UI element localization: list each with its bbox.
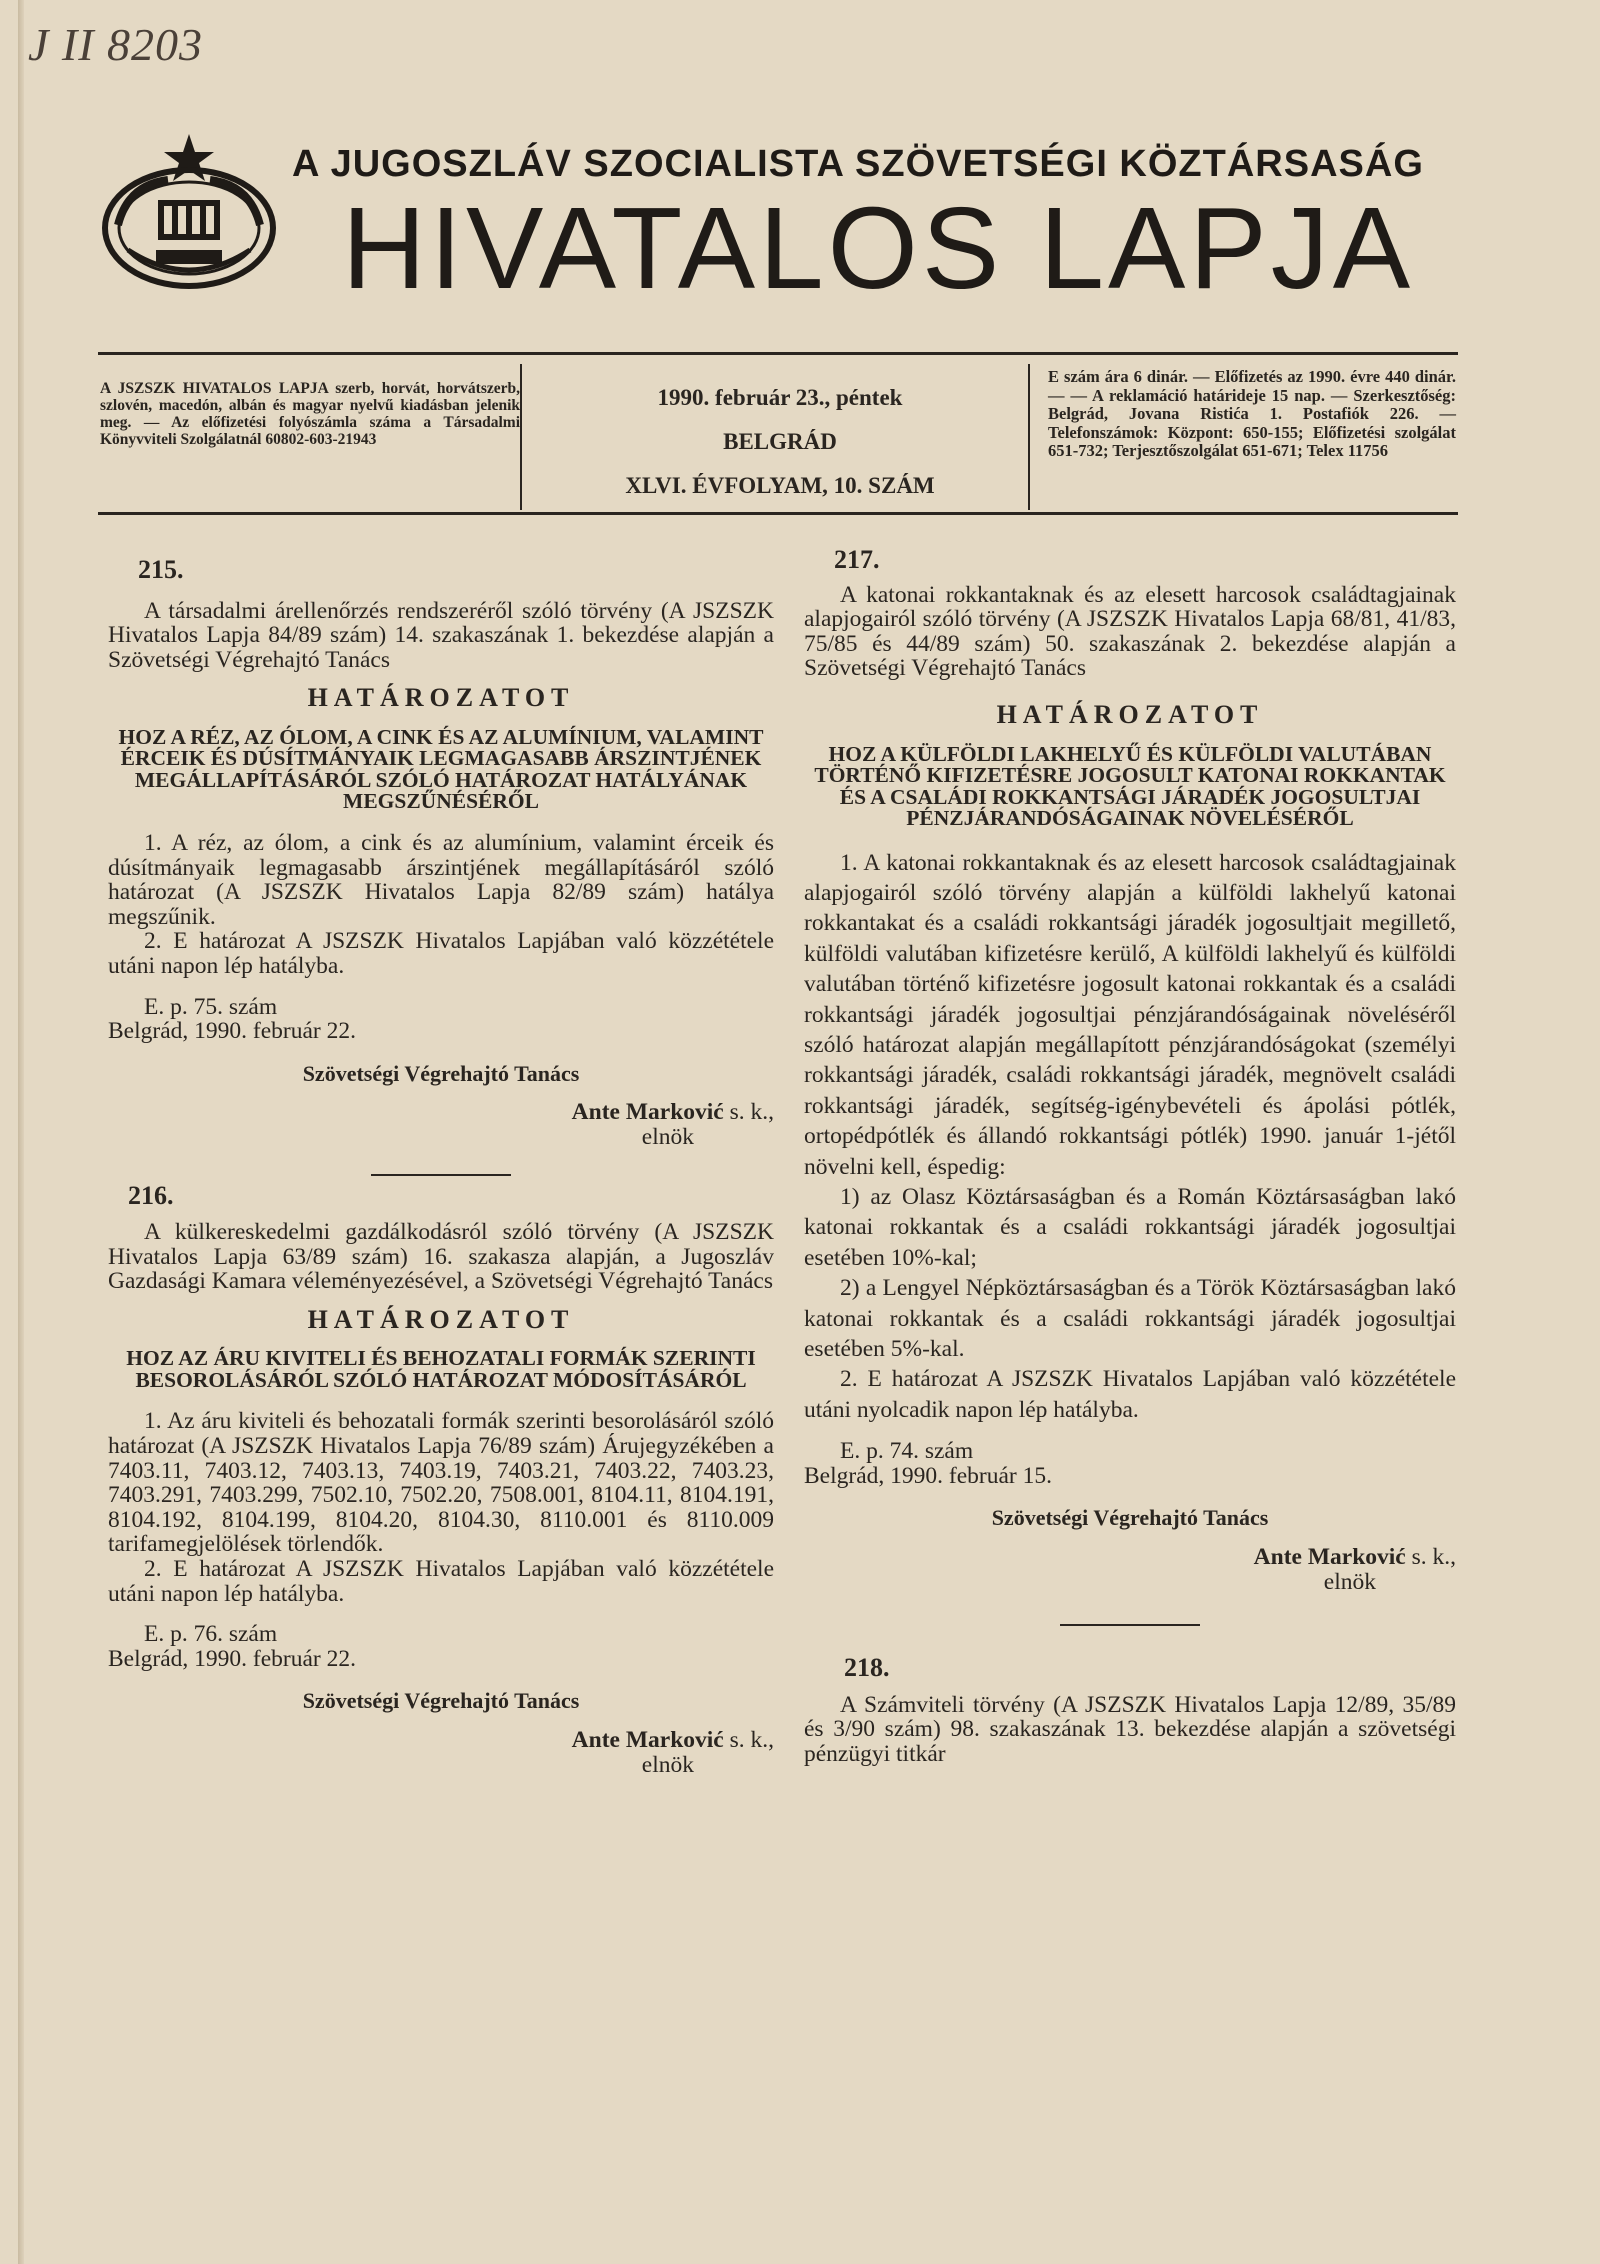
masthead-title: HIVATALOS LAPJA [342, 183, 1415, 313]
signer-suffix: s. k., [1411, 1544, 1456, 1571]
article-paragraph: 1. A réz, az ólom, a cink és az alumínium, valamint érceik és dúsítmányaik legmagasabb árszintjének megállapításáról szóló határozat (A JSZSZK Hivatalos Lapja 82/89 szám) hatálya megszűnik. [108, 829, 774, 930]
signer-name: Ante Marković [571, 1727, 724, 1753]
article-intro: A társadalmi árellenőrzés rendszeréről szóló törvény (A JSZSZK Hivatalos Lapja 84/89 szám) 14. szakaszának 1. bekezdése alapján a Szövetségi Végrehajtó Tanács [108, 597, 774, 673]
signature-line [108, 1100, 774, 1125]
article-intro: A külkereskedelmi gazdálkodásról szóló törvény (A JSZSZK Hivatalos Lapja 63/89 szám) 16. szakasza alapján, a Jugoszláv Gazdasági Kamara véleményezésével, a Szövetségi Végrehajtó Tanács [108, 1219, 774, 1295]
article-paragraph: 2. E határozat A JSZSZK Hivatalos Lapjában való közzététele utáni napon lép hatályba. [108, 1556, 774, 1607]
signer-title: elnök [641, 1123, 694, 1150]
article-218 [804, 1653, 1456, 1768]
article-intro: A Számviteli törvény (A JSZSZK Hivatalos Lapja 12/89, 35/89 és 3/90 szám) 98. szakaszának 13. bekezdése alapján a szövetségi pénzügyi titkár [804, 1691, 1456, 1768]
issue-info [560, 376, 1000, 508]
list-item: 1) az Olasz Köztársaságban és a Román Köztársaságban lakó katonai rokkantak és a családi rokkantsági járadék jogosultjai esetében 10%-kal; [804, 1184, 1456, 1271]
issuing-body: Szövetségi Végrehajtó Tanács [302, 1688, 580, 1714]
left-column [108, 555, 774, 1778]
signature-line [108, 1728, 774, 1753]
signer-name: Ante Marković [1253, 1544, 1406, 1571]
handwritten-catalog-note: J II 8203 [28, 19, 204, 70]
article-215 [108, 555, 774, 1176]
decision-heading: HATÁROZATOT [307, 683, 575, 713]
publication-info: A JSZSZK HIVATALOS LAPJA szerb, horvát, horvátszerb, szlovén, macedón, albán és magyar nyelvű kiadásban jelenik meg. — Az előfizetési folyószámla száma a Társadalmi Könyvviteli Szolgálatnál 60802-603-21943 [100, 380, 520, 448]
issuing-body: Szövetségi Végrehajtó Tanács [302, 1060, 580, 1086]
issue-volume: XLVI. ÉVFOLYAM, 10. SZÁM [625, 473, 935, 498]
masthead-rule-bottom [98, 512, 1458, 515]
place-date: Belgrád, 1990. február 15. [804, 1462, 1052, 1489]
signer-suffix: s. k., [729, 1099, 774, 1126]
article-number: 216. [128, 1180, 174, 1210]
info-divider-right [1028, 364, 1030, 510]
article-paragraph: 2. E határozat A JSZSZK Hivatalos Lapjában való közzététele utáni napon lép hatályba. [108, 928, 774, 979]
reference-number: E. p. 75. szám [144, 993, 278, 1020]
signer-title: elnök [641, 1751, 694, 1778]
decision-subheading: HOZ A KÜLFÖLDI LAKHELYŰ ÉS KÜLFÖLDI VALUTÁBAN TÖRTÉNŐ KIFIZETÉSRE JOGOSULT KATONAI ROKKANTAK ÉS A CSALÁDI ROKKANTSÁGI JÁRADÉK JOGOSULTJAI PÉNZJÁRANDÓSÁGAINAK NÖVELÉSÉRŐL [814, 741, 1446, 831]
decision-heading: HATÁROZATOT [996, 699, 1264, 729]
decision-heading: HATÁROZATOT [307, 1304, 575, 1334]
article-number: 215. [138, 555, 184, 584]
info-divider-left [520, 364, 522, 510]
state-emblem-icon [98, 130, 280, 295]
masthead-rule-top [98, 352, 1458, 355]
article-number: 217. [834, 545, 880, 574]
article-217 [804, 545, 1456, 1626]
decision-subheading: HOZ A RÉZ, AZ ÓLOM, A CINK ÉS AZ ALUMÍNIUM, VALAMINT ÉRCEIK ÉS DÚSÍTMÁNYAIK LEGMAGASABB ÁRSZINTJÉNEK MEGÁLLAPÍTÁSÁRÓL SZÓLÓ HATÁROZAT HATÁLYÁNAK MEGSZŰNÉSÉRŐL [118, 724, 764, 814]
article-paragraph: 1. Az áru kiviteli és behozatali formák szerinti besorolásáról szóló határozat (A JSZSZK Hivatalos Lapja 76/89 szám) Árujegyzékében a 7403.11, 7403.12, 7403.13, 7403.19, 7403.21, 7403.22, 7403.23, 7403.291, 7403.299, 7502.10, 7502.20, 7508.001, 8104.11, 8104.191, 8104.192, 8104.199, 8104.20, 8104.30, 8110.001 és 8110.009 tarifamegjelölések törlendők. [108, 1408, 774, 1558]
article-separator [371, 1174, 511, 1176]
signer-title: elnök [1323, 1568, 1376, 1595]
issuing-body: Szövetségi Végrehajtó Tanács [991, 1505, 1269, 1531]
page-fold-shadow [18, 0, 24, 2264]
right-column [804, 545, 1456, 1768]
article-separator [1060, 1624, 1200, 1626]
article-paragraph: 1. A katonai rokkantaknak és az elesett harcosok családtagjainak alapjogairól szóló törvény alapján a külföldi lakhelyű katonai rokkantakat és a családi rokkantsági járadék jogosultjait megillető, külföldi valutában kifizetésre kerülő, A külföldi lakhelyű és külföldi valutában történő kifizetésre jogosult katonai rokkantak és a családi rokkantsági járadék jogosultjai pénzjárandóságainak növeléséről szóló határozat alapján megállapított pénzjárandóságokat (személyi rokkantsági járadék, családi rokkantsági járadék, megnövelt családi rokkantsági járadék, segítség-igénybevételi és ápolási pótlék, ortopédpótlék és állandó rokkantsági pótlék) 1990. január 1-jétől növelni kell, éspedig: [804, 849, 1456, 1180]
reference-number: E. p. 74. szám [840, 1438, 974, 1465]
place-date: Belgrád, 1990. február 22. [108, 1018, 356, 1045]
article-number: 218. [844, 1653, 890, 1683]
signer-name: Ante Marković [571, 1099, 724, 1126]
signer-suffix: s. k., [729, 1727, 774, 1753]
subscription-info: E szám ára 6 dinár. — Előfizetés az 1990. évre 440 dinár. — — A reklamáció határideje 15 nap. — Szerkesztőség: Belgrád, Jovana Ristića 1. Postafiók 226. — Telefonszámok: Központ: 650-155; Előfizetési szolgálat 651-732; Terjesztőszolgálat 651-671; Telex 11756 [1048, 367, 1456, 460]
place-date: Belgrád, 1990. február 22. [108, 1645, 356, 1672]
masthead-superscript: A JUGOSZLÁV SZOCIALISTA SZÖVETSÉGI KÖZTÁRSASÁG [292, 143, 1424, 185]
article-intro: A katonai rokkantaknak és az elesett harcosok családtagjainak alapjogairól szóló törvény (A JSZSZK Hivatalos Lapja 68/81, 41/83, 75/85 és 44/89 szám) 50. szakaszának 2. bekezdése alapján a Szövetségi Végrehajtó Tanács [804, 581, 1456, 682]
decision-subheading: HOZ AZ ÁRU KIVITELI ÉS BEHOZATALI FORMÁK SZERINTI BESOROLÁSÁRÓL SZÓLÓ HATÁROZAT MÓDOSÍTÁSÁRÓL [126, 1346, 756, 1392]
article-216 [108, 1180, 774, 1778]
reference-number: E. p. 76. szám [144, 1621, 278, 1648]
signature-line [804, 1545, 1456, 1570]
issue-city: BELGRÁD [723, 429, 837, 454]
issue-date: 1990. február 23., péntek [657, 385, 903, 410]
list-item: 2) a Lengyel Népköztársaságban és a Török Köztársaságban lakó katonai rokkantak és a családi rokkantsági járadék jogosultjai esetében 5%-kal. [804, 1275, 1456, 1363]
article-paragraph: 2. E határozat A JSZSZK Hivatalos Lapjában való közzététele utáni nyolcadik napon lép hatályba. [804, 1366, 1456, 1423]
